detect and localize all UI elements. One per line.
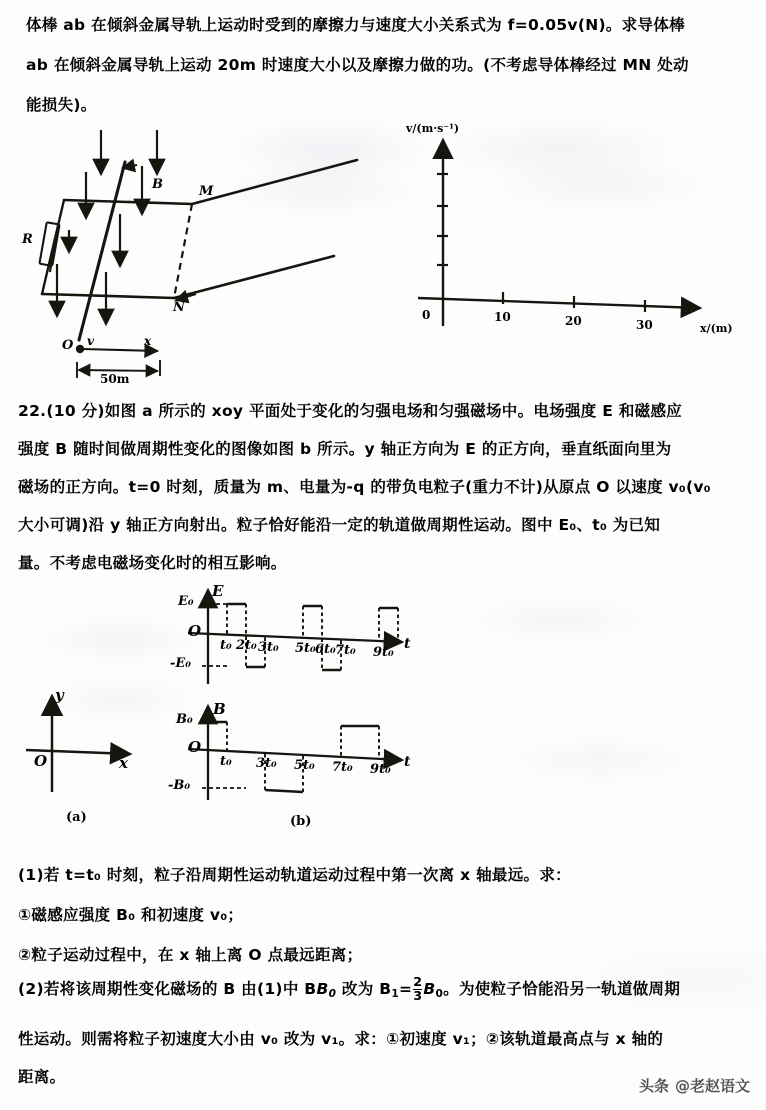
Et-t-axis-label: t	[404, 636, 411, 652]
q2-B-symbol-2: B	[423, 980, 436, 999]
problem22-stem-line-2: 强度 B 随时间做周期性变化的图像如图 b 所示。y 轴正方向为 E 的正方向，垂直纸面向里为	[18, 440, 672, 458]
point-N-label: N	[173, 300, 185, 315]
chart-E-vs-t	[170, 582, 432, 688]
watermark-handle: @老赵语文	[674, 1077, 750, 1095]
problem21-line-1: 体棒 ab 在倾斜金属导轨上运动时受到的摩擦力与速度大小关系式为 f=0.05v(N)。求导体棒	[26, 16, 685, 34]
velocity-label: v	[87, 334, 94, 348]
Et-graph-svg	[182, 586, 432, 688]
q2-fraction-numerator: 2	[413, 974, 423, 989]
vx-tick-10: 10	[494, 310, 511, 324]
rail-diagram-svg	[24, 122, 404, 380]
origin-label: O	[62, 338, 74, 353]
vx-origin-label: 0	[422, 308, 431, 322]
problem22-stem-line-3: 磁场的正方向。t=0 时刻，质量为 m、电量为-q 的带负电粒子(重力不计)从原点 O 以速度 v₀(v₀	[18, 478, 711, 496]
problem22-question-2-line-2: 性运动。则需将粒子初速度大小由 v₀ 改为 v₁。求：①初速度 v₁；②该轨道最高点与 x 轴的	[18, 1030, 664, 1048]
Bt-xtick-7t0: 7t₀	[332, 760, 353, 775]
q2-B-sub-2: 0	[435, 988, 444, 1001]
magnetic-field-label: B	[152, 177, 163, 192]
problem22-stem-line-1: 22.(10 分)如图 a 所示的 xoy 平面处于变化的匀强电场和匀强磁场中。电场强度 E 和磁感应	[18, 402, 683, 420]
Et-xtick-9t0: 9t₀	[373, 645, 394, 660]
vx-tick-30: 30	[636, 318, 653, 332]
Et-xtick-t0: t₀	[220, 638, 232, 653]
q2-text-c: 。为使粒子恰能沿另一轨道做周期	[443, 980, 681, 999]
vx-x-axis	[418, 298, 700, 308]
figure-a-caption: (a)	[66, 810, 87, 825]
xoy-x-label: x	[119, 754, 128, 772]
q2-fraction-two-thirds	[413, 976, 422, 1003]
Bt-ytick-B0: B₀	[176, 712, 193, 727]
q2-equals: =	[398, 980, 413, 999]
problem22-question-1b: ②粒子运动过程中，在 x 轴上离 O 点最远距离；	[18, 946, 363, 964]
vx-graph-svg	[408, 126, 738, 336]
vx-tick-20: 20	[565, 314, 582, 328]
problem21-line-2: ab 在倾斜金属导轨上运动 20m 时速度大小以及摩擦力做的功。(不考虑导体棒经过 MN 处动	[26, 56, 689, 74]
Bt-y-axis-label: B	[213, 700, 226, 718]
xoy-svg	[24, 692, 174, 802]
q2-text-a: (2)若将该周期性变化磁场的 B 由(1)中 B	[18, 980, 317, 999]
q2-B-sub-1: 1	[391, 988, 399, 1001]
Bt-segment-2	[265, 790, 303, 792]
chart-B-vs-t	[168, 700, 432, 829]
xoy-y-label: y	[55, 686, 64, 704]
distance-50m-label: 50m	[100, 372, 130, 386]
figure-xoy-axes	[24, 686, 174, 825]
x-axis-arrow	[82, 349, 158, 351]
resistor-label: R	[22, 232, 33, 247]
Bt-ytick-neg-B0: -B₀	[168, 778, 191, 793]
figure-velocity-distance-graph	[406, 122, 738, 336]
Et-y-axis-label: E	[212, 582, 224, 600]
q2-text-b: 改为 B	[336, 980, 392, 999]
problem21-line-3: 能损失)。	[26, 96, 97, 114]
Et-xtick-7t0: 7t₀	[335, 643, 356, 658]
vx-y-axis-label: v/(m·s⁻¹)	[406, 122, 460, 135]
q2-B-sub-0: 0	[328, 988, 337, 1001]
Bt-xtick-t0: t₀	[220, 754, 232, 769]
q2-fraction-denominator: 3	[413, 987, 423, 1003]
figure-inclined-rail	[22, 122, 404, 386]
Bt-xtick-9t0: 9t₀	[370, 762, 391, 777]
watermark-source: 头条	[638, 1077, 669, 1095]
problem22-stem-line-4: 大小可调)沿 y 轴正方向射出。粒子恰好能沿一定的轨道做周期性运动。图中 E₀、t₀ 为已知	[18, 516, 661, 534]
rail-x-axis-label: x	[144, 334, 152, 348]
problem22-question-1: (1)若 t=t₀ 时刻，粒子沿周期性运动轨道运动过程中第一次离 x 轴最远。求：	[18, 866, 571, 884]
Et-ytick-neg-E0: -E₀	[170, 656, 191, 671]
problem22-stem-line-5: 量。不考虑电磁场变化时的相互影响。	[18, 554, 287, 572]
figure-b-caption: (b)	[290, 814, 312, 829]
Et-xtick-2t0: 2t₀	[236, 638, 257, 653]
problem22-question-2-line-3: 距离。	[18, 1068, 66, 1086]
vx-x-axis-label: x/(m)	[700, 322, 733, 335]
Et-xtick-3t0: 3t₀	[258, 640, 279, 655]
Bt-xtick-3t0: 3t₀	[256, 756, 277, 771]
Bt-t-axis-label: t	[404, 754, 411, 770]
point-M-label: M	[199, 184, 214, 199]
xoy-origin-label: O	[34, 752, 48, 770]
watermark	[639, 1075, 750, 1096]
Bt-xtick-5t0: 5t₀	[294, 758, 315, 773]
problem22-question-1a: ①磁感应强度 B₀ 和初速度 v₀；	[18, 906, 244, 924]
problem22-question-2-line-1	[18, 976, 680, 1003]
Et-xtick-5t0: 5t₀	[295, 641, 316, 656]
Et-origin-label: O	[188, 622, 202, 640]
Bt-origin-label: O	[188, 738, 202, 756]
Et-ytick-E0: E₀	[178, 594, 194, 609]
q2-B-symbol-1: $B_0$	[316, 980, 337, 1001]
Et-xtick-6t0: 6t₀	[315, 642, 336, 657]
